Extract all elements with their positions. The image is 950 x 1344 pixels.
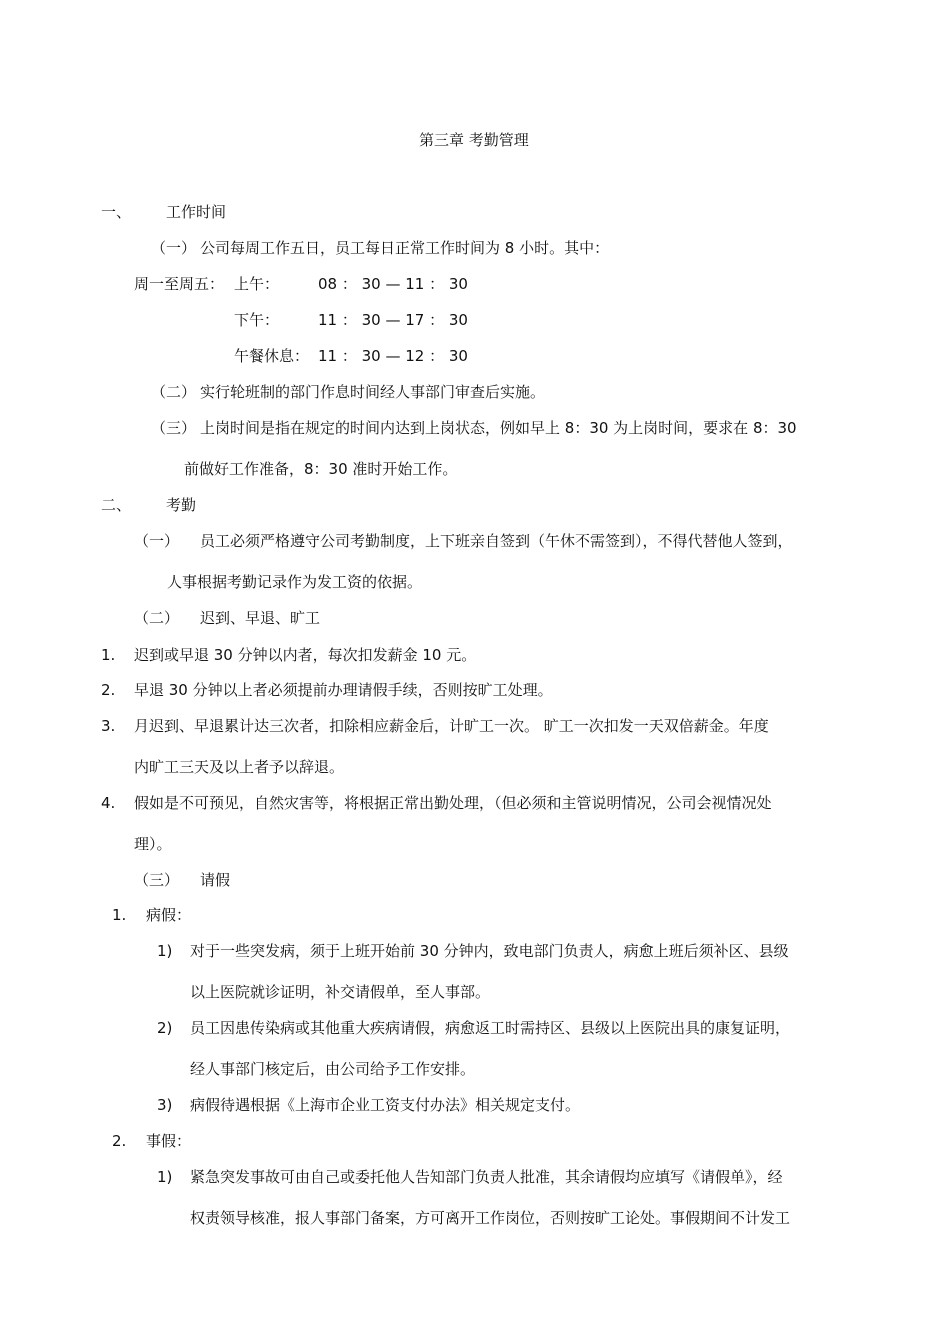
clause-text: 公司每周工作五日，员工每日正常工作时间为 8 小时。其中：	[200, 239, 610, 257]
list-item-continued: 内旷工三天及以上者予以辞退。	[134, 758, 345, 776]
clause-text-continued: 前做好工作准备，8：30 准时开始工作。	[184, 460, 458, 478]
sub-item-continued: 经人事部门核定后，由公司给予工作安排。	[190, 1060, 476, 1078]
sub-item-continued: 权责领导核准，报人事部门备案，方可离开工作岗位，否则按旷工论处。事假期间不计发工	[190, 1209, 791, 1227]
section-number: 二、	[101, 496, 132, 514]
list-item-number: 2.	[101, 681, 116, 699]
schedule-lunch-label: 午餐休息：	[234, 347, 310, 365]
list-item-number: 3.	[101, 717, 116, 735]
clause-text: 迟到、早退、旷工	[200, 609, 321, 627]
list-item: 月迟到、早退累计达三次者，扣除相应薪金后，计旷工一次。 旷工一次扣发一天双倍薪金。年度	[134, 717, 769, 735]
sub-item-number: 1)	[157, 1168, 173, 1186]
leave-type-number: 1.	[112, 906, 127, 924]
section-heading: 考勤	[166, 496, 197, 514]
list-item-number: 1.	[101, 646, 116, 664]
list-item-number: 4.	[101, 794, 116, 812]
sub-item-continued: 以上医院就诊证明，补交请假单，至人事部。	[190, 983, 491, 1001]
leave-type-title: 病假：	[146, 906, 192, 924]
sub-item-number: 3)	[157, 1096, 173, 1114]
sub-item-number: 1)	[157, 942, 173, 960]
section-number: 一、	[101, 203, 132, 221]
sub-item: 病假待遇根据《上海市企业工资支付办法》相关规定支付。	[190, 1096, 581, 1114]
clause-text: 请假	[200, 871, 231, 889]
list-item-continued: 理）。	[134, 835, 172, 853]
clause-marker: （二）	[151, 383, 197, 401]
sub-item-number: 2)	[157, 1019, 173, 1037]
leave-type-number: 2.	[112, 1132, 127, 1150]
sub-item: 紧急突发事故可由自己或委托他人告知部门负责人批准，其余请假均应填写《请假单》，经	[190, 1168, 783, 1186]
schedule-lunch-time: 11 ： 30 — 12 ： 30	[318, 347, 468, 365]
clause-text: 员工必须严格遵守公司考勤制度，上下班亲自签到（午休不需签到），不得代替他人签到，	[200, 532, 793, 550]
leave-type-title: 事假：	[146, 1132, 192, 1150]
clause-marker: （二）	[134, 609, 180, 627]
list-item: 迟到或早退 30 分钟以内者，每次扣发薪金 10 元。	[134, 646, 477, 664]
sub-item: 员工因患传染病或其他重大疾病请假，病愈返工时需持区、县级以上医院出具的康复证明，	[190, 1019, 791, 1037]
clause-text: 实行轮班制的部门作息时间经人事部门审查后实施。	[200, 383, 546, 401]
section-heading: 工作时间	[166, 203, 227, 221]
clause-marker: （一）	[151, 239, 197, 257]
schedule-am-label: 上午：	[234, 275, 280, 293]
schedule-pm-time: 11 ： 30 — 17 ： 30	[318, 311, 468, 329]
clause-text-continued: 人事根据考勤记录作为发工资的依据。	[167, 573, 423, 591]
clause-marker: （三）	[151, 419, 197, 437]
clause-marker: （一）	[134, 532, 180, 550]
list-item: 假如是不可预见，自然灾害等，将根据正常出勤处理，（但必须和主管说明情况，公司会视情况处	[134, 794, 772, 812]
list-item: 早退 30 分钟以上者必须提前办理请假手续，否则按旷工处理。	[134, 681, 553, 699]
page-title: 第三章 考勤管理	[419, 131, 529, 149]
sub-item: 对于一些突发病，须于上班开始前 30 分钟内，致电部门负责人，病愈上班后须补区、县级	[190, 942, 789, 960]
schedule-label: 周一至周五：	[134, 275, 225, 293]
clause-marker: （三）	[134, 871, 180, 889]
clause-text: 上岗时间是指在规定的时间内达到上岗状态，例如早上 8：30 为上岗时间，要求在 8：30	[200, 419, 797, 437]
schedule-pm-label: 下午：	[234, 311, 280, 329]
schedule-am-time: 08 ： 30 — 11 ： 30	[318, 275, 468, 293]
